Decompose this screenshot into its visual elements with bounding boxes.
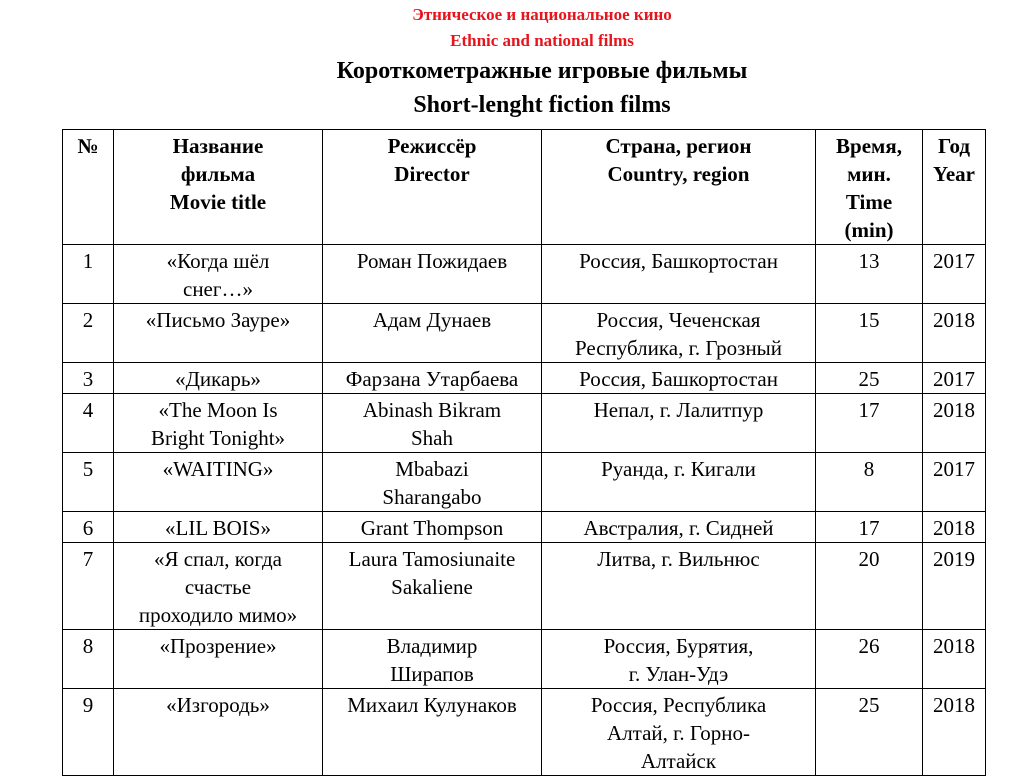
cell-number: 6 — [63, 512, 114, 543]
cell-year: 2018 — [923, 304, 986, 363]
cell-movie-title: «LIL BOIS» — [114, 512, 323, 543]
cell-duration: 17 — [816, 512, 923, 543]
cell-number: 1 — [63, 245, 114, 304]
cell-number: 3 — [63, 363, 114, 394]
cell-number: 9 — [63, 689, 114, 776]
cell-director: Abinash Bikram Shah — [323, 394, 542, 453]
cell-year: 2017 — [923, 363, 986, 394]
table-row — [63, 689, 986, 776]
cell-year: 2018 — [923, 689, 986, 776]
cell-movie-title: «Письмо Зауре» — [114, 304, 323, 363]
cell-number: 5 — [63, 453, 114, 512]
column-header-year: Год Year — [923, 130, 986, 245]
cell-movie-title: «WAITING» — [114, 453, 323, 512]
table-row — [63, 245, 986, 304]
table-row — [63, 512, 986, 543]
table-row — [63, 453, 986, 512]
cell-year: 2018 — [923, 512, 986, 543]
cell-year: 2017 — [923, 245, 986, 304]
cell-number: 4 — [63, 394, 114, 453]
column-header-movie-title: Название фильма Movie title — [114, 130, 323, 245]
festival-title-ru: Этническое и национальное кино — [412, 5, 672, 24]
table-header-row — [63, 130, 986, 245]
cell-country-region: Россия, Башкортостан — [542, 363, 816, 394]
cell-director: Mbabazi Sharangabo — [323, 453, 542, 512]
section-title-en: Short-lenght fiction films — [413, 92, 671, 118]
cell-director: Роман Пожидаев — [323, 245, 542, 304]
cell-duration: 13 — [816, 245, 923, 304]
cell-number: 7 — [63, 543, 114, 630]
cell-duration: 25 — [816, 363, 923, 394]
cell-director: Михаил Кулунаков — [323, 689, 542, 776]
cell-year: 2018 — [923, 394, 986, 453]
cell-movie-title: «Когда шёл снег…» — [114, 245, 323, 304]
table-row — [63, 630, 986, 689]
cell-year: 2019 — [923, 543, 986, 630]
cell-number: 2 — [63, 304, 114, 363]
cell-country-region: Непал, г. Лалитпур — [542, 394, 816, 453]
table-row — [63, 394, 986, 453]
cell-director: Фарзана Утарбаева — [323, 363, 542, 394]
cell-director: Grant Thompson — [323, 512, 542, 543]
cell-year: 2017 — [923, 453, 986, 512]
cell-country-region: Россия, Чеченская Республика, г. Грозный — [542, 304, 816, 363]
cell-country-region: Руанда, г. Кигали — [542, 453, 816, 512]
cell-country-region: Россия, Башкортостан — [542, 245, 816, 304]
cell-duration: 15 — [816, 304, 923, 363]
column-header-country-region: Страна, регион Country, region — [542, 130, 816, 245]
table-row — [63, 363, 986, 394]
cell-duration: 20 — [816, 543, 923, 630]
table-row — [63, 304, 986, 363]
table-row — [63, 543, 986, 630]
column-header-director: Режиссёр Director — [323, 130, 542, 245]
column-header-duration: Время, мин. Time (min) — [816, 130, 923, 245]
cell-country-region: Россия, Бурятия, г. Улан-Удэ — [542, 630, 816, 689]
cell-year: 2018 — [923, 630, 986, 689]
festival-title-en: Ethnic and national films — [450, 31, 634, 50]
cell-duration: 26 — [816, 630, 923, 689]
column-header-number: № — [63, 130, 114, 245]
cell-duration: 17 — [816, 394, 923, 453]
cell-director: Laura Tamosiunaite Sakaliene — [323, 543, 542, 630]
cell-director: Владимир Ширапов — [323, 630, 542, 689]
cell-movie-title: «Изгородь» — [114, 689, 323, 776]
cell-country-region: Россия, Республика Алтай, г. Горно- Алтайск — [542, 689, 816, 776]
cell-movie-title: «Я спал, когда счастье проходило мимо» — [114, 543, 323, 630]
section-title-ru: Короткометражные игровые фильмы — [336, 58, 748, 84]
cell-number: 8 — [63, 630, 114, 689]
cell-country-region: Литва, г. Вильнюс — [542, 543, 816, 630]
cell-duration: 8 — [816, 453, 923, 512]
films-table — [62, 129, 986, 776]
cell-duration: 25 — [816, 689, 923, 776]
cell-movie-title: «The Moon Is Bright Tonight» — [114, 394, 323, 453]
cell-country-region: Австралия, г. Сидней — [542, 512, 816, 543]
cell-movie-title: «Прозрение» — [114, 630, 323, 689]
cell-director: Адам Дунаев — [323, 304, 542, 363]
cell-movie-title: «Дикарь» — [114, 363, 323, 394]
